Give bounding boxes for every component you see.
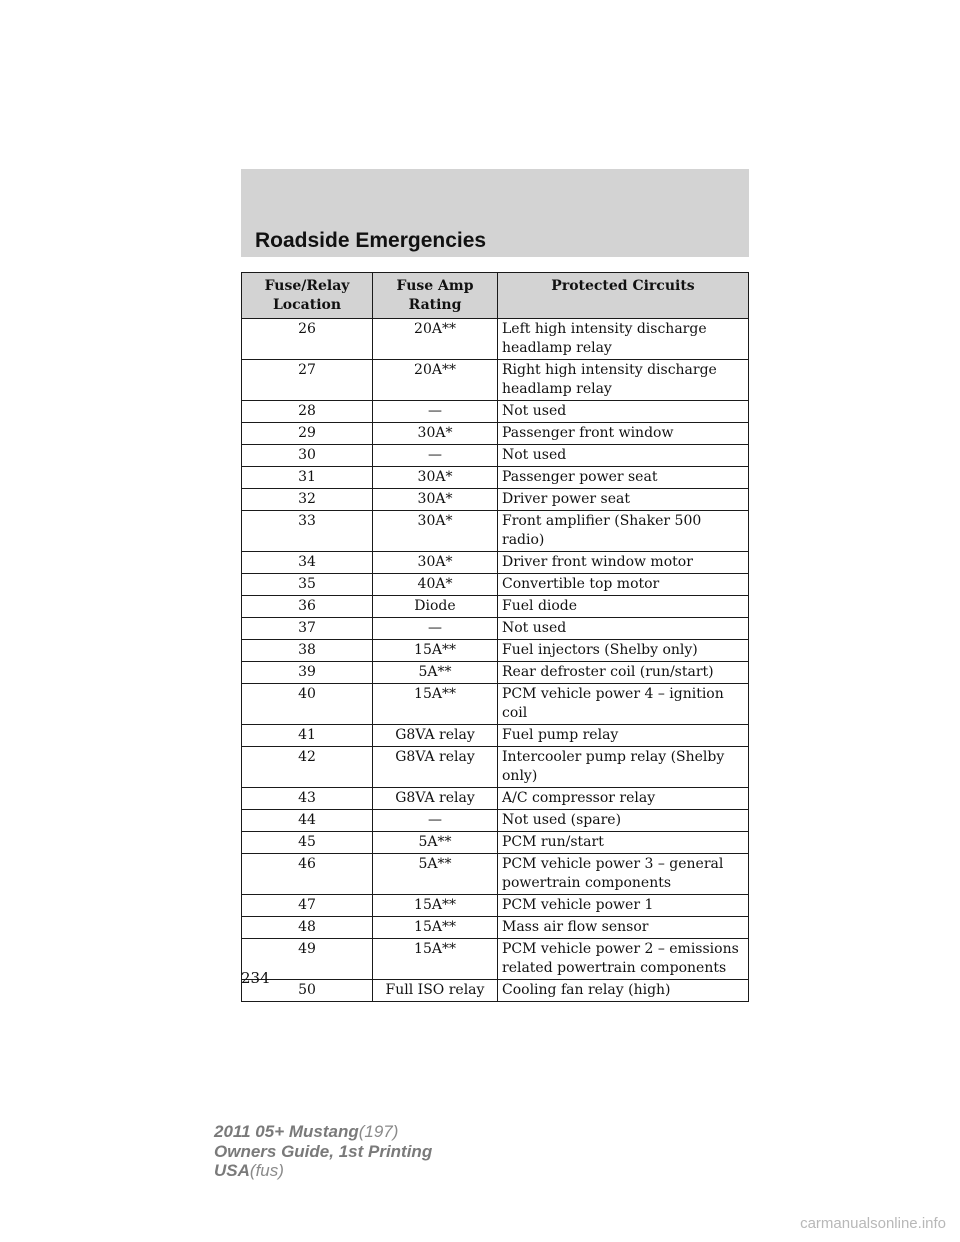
cell-amp-rating: — [373, 618, 498, 640]
footer-line-2 [214, 1142, 432, 1162]
cell-location: 35 [242, 574, 373, 596]
footer-model: 2011 05+ Mustang [214, 1122, 359, 1141]
cell-protected-circuit: Fuel diode [498, 596, 749, 618]
table-row [242, 917, 749, 939]
cell-amp-rating: 15A** [373, 917, 498, 939]
cell-amp-rating: G8VA relay [373, 725, 498, 747]
cell-amp-rating: — [373, 810, 498, 832]
cell-amp-rating: 30A* [373, 511, 498, 552]
cell-location: 27 [242, 360, 373, 401]
table-row [242, 747, 749, 788]
table-row [242, 662, 749, 684]
footer-region: USA [214, 1161, 250, 1180]
cell-protected-circuit: Not used (spare) [498, 810, 749, 832]
table-row [242, 445, 749, 467]
cell-amp-rating: 40A* [373, 574, 498, 596]
cell-amp-rating: — [373, 445, 498, 467]
cell-location: 46 [242, 854, 373, 895]
cell-location: 45 [242, 832, 373, 854]
print-footer [214, 1122, 432, 1181]
cell-amp-rating: G8VA relay [373, 747, 498, 788]
footer-model-code: (197) [358, 1122, 399, 1141]
table-row [242, 725, 749, 747]
cell-location: 47 [242, 895, 373, 917]
cell-amp-rating: 30A* [373, 423, 498, 445]
cell-protected-circuit: Passenger front window [498, 423, 749, 445]
cell-protected-circuit: Passenger power seat [498, 467, 749, 489]
cell-location: 31 [242, 467, 373, 489]
table-row [242, 854, 749, 895]
cell-protected-circuit: Cooling fan relay (high) [498, 980, 749, 1002]
cell-location: 48 [242, 917, 373, 939]
cell-amp-rating: 15A** [373, 939, 498, 980]
cell-location: 43 [242, 788, 373, 810]
table-row [242, 684, 749, 725]
cell-protected-circuit: Mass air flow sensor [498, 917, 749, 939]
table-row [242, 640, 749, 662]
cell-amp-rating: 15A** [373, 684, 498, 725]
cell-protected-circuit: Convertible top motor [498, 574, 749, 596]
cell-amp-rating: 15A** [373, 640, 498, 662]
table-row [242, 980, 749, 1002]
cell-location: 40 [242, 684, 373, 725]
cell-location: 32 [242, 489, 373, 511]
cell-location: 42 [242, 747, 373, 788]
table-row [242, 788, 749, 810]
table-row [242, 618, 749, 640]
table-row [242, 423, 749, 445]
table-row [242, 552, 749, 574]
table-row [242, 895, 749, 917]
cell-protected-circuit: PCM vehicle power 1 [498, 895, 749, 917]
table-row [242, 511, 749, 552]
cell-protected-circuit: PCM vehicle power 2 – emissions related powertrain components [498, 939, 749, 980]
cell-protected-circuit: Fuel injectors (Shelby only) [498, 640, 749, 662]
cell-location: 44 [242, 810, 373, 832]
cell-amp-rating: Diode [373, 596, 498, 618]
cell-amp-rating: 15A** [373, 895, 498, 917]
cell-location: 28 [242, 401, 373, 423]
cell-protected-circuit: Right high intensity discharge headlamp relay [498, 360, 749, 401]
cell-protected-circuit: Not used [498, 401, 749, 423]
cell-location: 30 [242, 445, 373, 467]
cell-amp-rating: G8VA relay [373, 788, 498, 810]
cell-protected-circuit: Driver power seat [498, 489, 749, 511]
cell-location: 26 [242, 319, 373, 360]
cell-location: 33 [242, 511, 373, 552]
cell-protected-circuit: Front amplifier (Shaker 500 radio) [498, 511, 749, 552]
column-header-protected-circuits: Protected Circuits [498, 273, 749, 319]
cell-amp-rating: 20A** [373, 360, 498, 401]
column-header-location: Fuse/Relay Location [242, 273, 373, 319]
fuse-table-body [242, 319, 749, 1002]
page-number: 234 [241, 969, 270, 987]
table-row [242, 467, 749, 489]
footer-line-3 [214, 1161, 432, 1181]
cell-protected-circuit: PCM vehicle power 3 – general powertrain components [498, 854, 749, 895]
cell-protected-circuit: Fuel pump relay [498, 725, 749, 747]
watermark: carmanualsonline.info [800, 1215, 946, 1232]
cell-location: 37 [242, 618, 373, 640]
cell-location: 39 [242, 662, 373, 684]
table-row [242, 596, 749, 618]
cell-amp-rating: Full ISO relay [373, 980, 498, 1002]
cell-amp-rating: 30A* [373, 467, 498, 489]
cell-location: 49 [242, 939, 373, 980]
table-header-row [242, 273, 749, 319]
table-row [242, 319, 749, 360]
cell-protected-circuit: Not used [498, 618, 749, 640]
table-row [242, 832, 749, 854]
fuse-table [241, 272, 749, 1002]
cell-protected-circuit: Not used [498, 445, 749, 467]
footer-edition: Owners Guide, 1st Printing [214, 1141, 433, 1161]
cell-location: 38 [242, 640, 373, 662]
cell-protected-circuit: Intercooler pump relay (Shelby only) [498, 747, 749, 788]
table-row [242, 401, 749, 423]
table-row [242, 489, 749, 511]
cell-amp-rating: 20A** [373, 319, 498, 360]
cell-protected-circuit: PCM run/start [498, 832, 749, 854]
cell-amp-rating: 5A** [373, 854, 498, 895]
table-row [242, 939, 749, 980]
cell-location: 36 [242, 596, 373, 618]
cell-protected-circuit: Driver front window motor [498, 552, 749, 574]
cell-protected-circuit: PCM vehicle power 4 – ignition coil [498, 684, 749, 725]
cell-location: 34 [242, 552, 373, 574]
cell-amp-rating: 30A* [373, 552, 498, 574]
table-row [242, 574, 749, 596]
cell-amp-rating: 5A** [373, 662, 498, 684]
cell-location: 41 [242, 725, 373, 747]
column-header-amp-rating: Fuse Amp Rating [373, 273, 498, 319]
section-title: Roadside Emergencies [255, 229, 487, 252]
cell-protected-circuit: Left high intensity discharge headlamp relay [498, 319, 749, 360]
table-row [242, 810, 749, 832]
cell-amp-rating: — [373, 401, 498, 423]
cell-location: 29 [242, 423, 373, 445]
cell-amp-rating: 30A* [373, 489, 498, 511]
cell-amp-rating: 5A** [373, 832, 498, 854]
cell-protected-circuit: A/C compressor relay [498, 788, 749, 810]
cell-protected-circuit: Rear defroster coil (run/start) [498, 662, 749, 684]
footer-region-code: (fus) [249, 1161, 284, 1180]
footer-line-1 [214, 1122, 432, 1142]
cell-location: 50 [242, 980, 373, 1002]
table-row [242, 360, 749, 401]
